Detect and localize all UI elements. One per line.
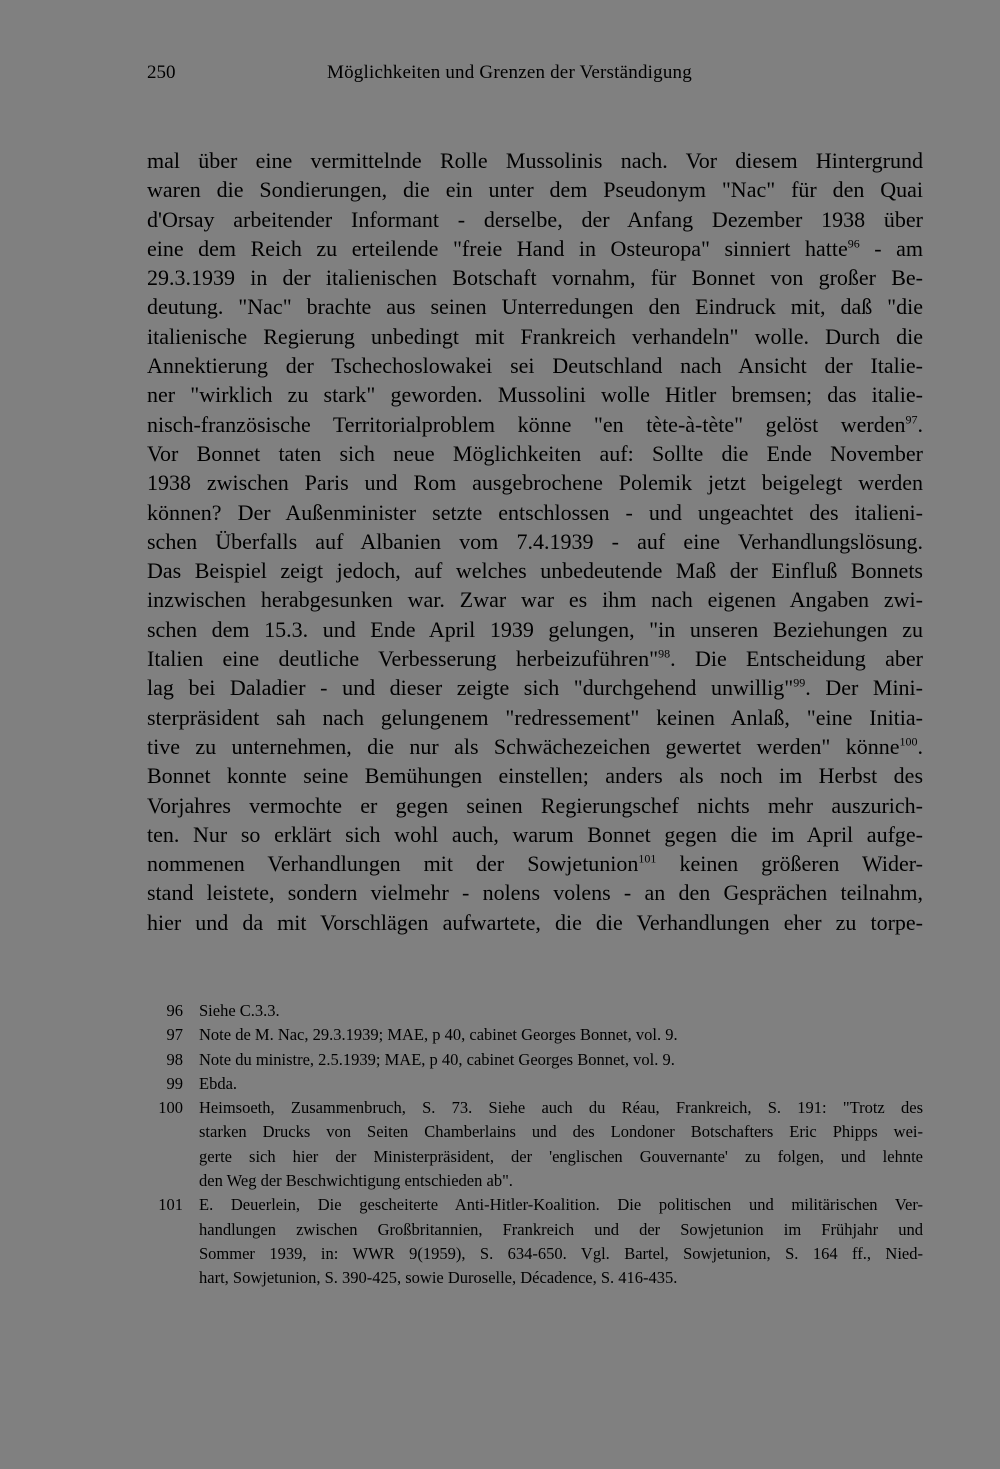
body-line: mal über eine vermittelnde Rolle Mussolinis nach. Vor diesem Hintergrund xyxy=(147,148,923,173)
body-line: schen dem 15.3. und Ende April 1939 gelungen, "in unseren Beziehungen zu xyxy=(147,616,923,642)
footnote-line: Siehe C.3.3. xyxy=(199,1001,280,1020)
footnote xyxy=(147,999,923,1023)
footnote-text xyxy=(199,1048,923,1072)
footnote-number: 98 xyxy=(166,1049,183,1069)
footnote-line: Note du ministre, 2.5.1939; MAE, p 40, cabinet Georges Bonnet, vol. 9. xyxy=(199,1049,675,1069)
body-line: stand leistete, sondern vielmehr - nolens volens - an den Gesprächen teilnahm, xyxy=(147,880,923,906)
body-line: können? Der Außenminister setzte entschlossen - und ungeachtet des italieni- xyxy=(147,499,923,525)
running-head xyxy=(147,62,923,88)
body-line: Vor Bonnet taten sich neue Möglichkeiten auf: Sollte die Ende November xyxy=(147,440,923,466)
footnote-text xyxy=(199,1096,923,1193)
body-line: ten. Nur so erklärt sich wohl auch, warum Bonnet gegen die im April aufge- xyxy=(147,821,923,847)
running-title: Möglichkeiten und Grenzen der Verständigung xyxy=(327,62,692,83)
body-line: hier und da mit Vorschlägen aufwartete, die die Verhandlungen eher zu torpe- xyxy=(147,909,923,935)
footnote-number: 97 xyxy=(166,1025,183,1045)
footnote-line: Heimsoeth, Zusammenbruch, S. 73. Siehe auch du Réau, Frankreich, S. 191: "Trotz des xyxy=(199,1098,923,1118)
footnote-ref: 100 xyxy=(899,734,918,749)
footnote-ref: 98 xyxy=(658,646,671,661)
footnote-line: Ebda. xyxy=(199,1073,238,1093)
footnote-number: 96 xyxy=(166,1001,183,1020)
footnote xyxy=(147,1072,923,1096)
footnote-number: 100 xyxy=(158,1098,183,1118)
body-line: schen Überfalls auf Albanien vom 7.4.1939 - auf eine Verhandlungslösung. xyxy=(147,528,923,554)
footnote-line: Sommer 1939, in: WWR 9(1959), S. 634-650. Vgl. Bartel, Sowjetunion, S. 164 ff., Nied- xyxy=(199,1243,923,1263)
body-line: Vorjahres vermochte er gegen seinen Regierungschef nichts mehr auszurich- xyxy=(147,792,923,818)
footnote-ref: 97 xyxy=(905,412,918,427)
footnotes xyxy=(147,999,923,1291)
footnote-text xyxy=(199,1193,923,1290)
body-text xyxy=(147,146,923,937)
body-line: Italien eine deutliche Verbesserung herbeizuführen"$^{98}$. Die Entscheidung aber xyxy=(147,646,923,672)
footnote-line: hart, Sowjetunion, S. 390-425, sowie Duroselle, Décadence, S. 416-435. xyxy=(199,1268,678,1288)
footnote-line: E. Deuerlein, Die gescheiterte Anti-Hitler-Koalition. Die politischen und militärischen Ver- xyxy=(199,1195,923,1215)
footnote-line: den Weg der Beschwichtigung entschieden ab". xyxy=(199,1171,513,1191)
body-line: Das Beispiel zeigt jedoch, auf welches unbedeutende Maß der Einfluß Bonnets xyxy=(147,558,923,584)
body-line: lag bei Daladier - und dieser zeigte sich "durchgehend unwillig"$^{99}$. Der Mini- xyxy=(147,675,923,701)
footnote-line: handlungen zwischen Großbritannien, Frankreich und der Sowjetunion im Frühjahr und xyxy=(199,1219,923,1239)
body-line: tive zu unternehmen, die nur als Schwächezeichen gewertet werden" könne$^{100}$. xyxy=(147,733,923,759)
footnote-line: Note de M. Nac, 29.3.1939; MAE, p 40, cabinet Georges Bonnet, vol. 9. xyxy=(199,1025,678,1045)
footnote-line: gerte sich hier der Ministerpräsident, der 'englischen Gouvernante' zu folgen, und lehnte xyxy=(199,1146,923,1166)
body-line: ner "wirklich zu stark" geworden. Mussolini wolle Hitler bremsen; das italie- xyxy=(147,382,923,408)
body-line: inzwischen herabgesunken war. Zwar war es ihm nach eigenen Angaben zwi- xyxy=(147,587,923,613)
body-line: waren die Sondierungen, die ein unter dem Pseudonym "Nac" für den Quai xyxy=(147,177,923,203)
body-line: Annektierung der Tschechoslowakei sei Deutschland nach Ansicht der Italie- xyxy=(147,353,923,379)
footnote-ref: 101 xyxy=(638,851,657,866)
footnote-ref: 99 xyxy=(793,676,806,691)
footnote-text xyxy=(199,1023,923,1047)
body-line: Bonnet konnte seine Bemühungen einstellen; anders als noch im Herbst des xyxy=(147,763,923,789)
footnote-text xyxy=(199,999,923,1023)
body-line: 29.3.1939 in der italienischen Botschaft vornahm, für Bonnet von großer Be- xyxy=(147,265,923,291)
footnote xyxy=(147,1048,923,1072)
body-line: nisch-französische Territorialproblem könne "en tète-à-tète" gelöst werden$^{97}$. xyxy=(147,411,923,437)
footnote-number: 99 xyxy=(166,1073,183,1093)
body-line: eine dem Reich zu erteilende "freie Hand in Osteuropa" sinniert hatte$^{96}$ - am xyxy=(147,235,924,261)
footnote-line: starken Drucks von Seiten Chamberlains und des Londoner Botschafters Eric Phipps wei- xyxy=(199,1122,923,1142)
body-line: italienische Regierung unbedingt mit Frankreich verhandeln" wolle. Durch die xyxy=(147,323,923,349)
footnote-ref: 96 xyxy=(847,236,860,251)
footnote-number: 101 xyxy=(158,1195,183,1215)
body-line: nommenen Verhandlungen mit der Sowjetunion$^{101}$ keinen größeren Wider- xyxy=(147,851,923,877)
footnote-text xyxy=(199,1072,923,1096)
body-line: sterpräsident sah nach gelungenem "redressement" keinen Anlaß, "eine Initia- xyxy=(147,704,923,730)
body-line: d'Orsay arbeitender Informant - derselbe, der Anfang Dezember 1938 über xyxy=(147,206,923,232)
footnote xyxy=(147,1023,923,1047)
body-line: deutung. "Nac" brachte aus seinen Unterredungen den Eindruck mit, daß "die xyxy=(147,294,923,320)
footnote xyxy=(147,1096,923,1193)
footnote xyxy=(147,1193,923,1290)
page-number: 250 xyxy=(147,62,176,83)
body-line: 1938 zwischen Paris und Rom ausgebrochene Polemik jetzt beigelegt werden xyxy=(147,470,923,496)
